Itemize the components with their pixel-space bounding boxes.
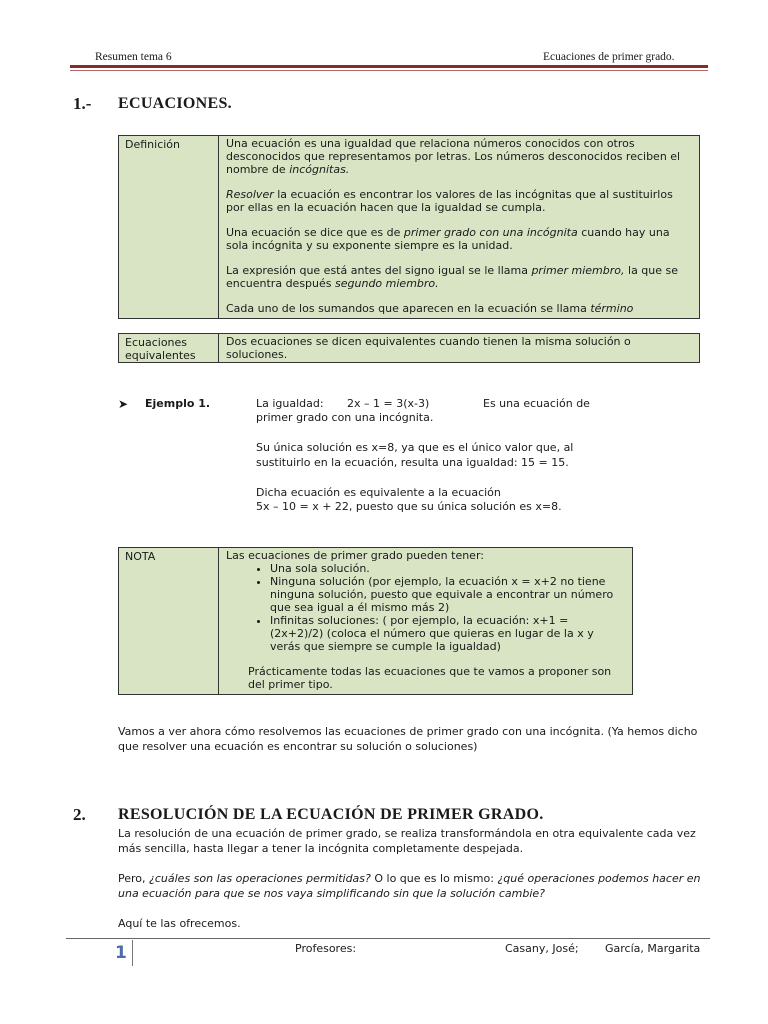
nota-body [226, 549, 624, 691]
paragraph-vamos: Vamos a ver ahora cómo resolvemos las ecuaciones de primer grado con una incógnita. (Ya hemos dicho que resolver una ecuación es encontrar su solución o soluciones) [118, 725, 698, 753]
section2-p2: Pero, ¿cuáles son las operaciones permitidas? O lo que es lo mismo: ¿qué operaciones podemos hacer en una ecuación para que se nos vaya simplificando sin que la solución cambie? [118, 872, 701, 900]
section2-number: 2. [73, 805, 86, 824]
nota-intro: Las ecuaciones de primer grado pueden tener: [226, 549, 484, 562]
example-line3: Su única solución es x=8, ya que es el único valor que, al [256, 441, 574, 454]
example-line6: 5x – 10 = x + 22, puesto que su única solución es x=8. [256, 500, 562, 513]
page-number-divider [132, 940, 133, 966]
list-item: • Infinitas soluciones: ( por ejemplo, la ecuación: x+1 = (2x+2)/2) (coloca el número que quieras en lugar de la x y verás que siempre se cumple la igualdad) [270, 614, 624, 653]
definition-body [226, 137, 693, 315]
section1-number: 1.- [73, 94, 92, 113]
example-line4: sustituirlo en la ecuación, resulta una igualdad: 15 = 15. [256, 456, 569, 469]
nota-table [118, 547, 633, 695]
example-line2: primer grado con una incógnita. [256, 411, 434, 424]
header-rule [70, 65, 708, 68]
page-number: 1 [115, 943, 127, 963]
definition-p3: Una ecuación se dice que es de primer grado con una incógnita cuando hay una sola incógnita y su exponente siempre es la unidad. [226, 226, 670, 252]
list-item: • Una sola solución. [270, 562, 624, 575]
footer-author2: García, Margarita [605, 942, 701, 955]
equivalent-table [118, 333, 700, 363]
example-line1c: Es una ecuación de [483, 397, 590, 410]
definition-p4: La expresión que está antes del signo igual se le llama primer miembro, la que se encuentra después segundo miembro. [226, 264, 679, 290]
section2-p1: La resolución de una ecuación de primer grado, se realiza transformándola en otra equivalente cada vez más sencilla, hasta llegar a tener la incógnita completamente despejada. [118, 827, 696, 855]
equivalent-label: Ecuaciones equivalentes [119, 334, 219, 362]
definition-table [118, 135, 700, 319]
footer-profesores: Profesores: [295, 942, 357, 955]
nota-label: NOTA [119, 548, 219, 694]
nota-closing: Prácticamente todas las ecuaciones que te vamos a proponer son del primer tipo. [248, 665, 612, 691]
section1-title: ECUACIONES. [118, 95, 232, 112]
example-label: Ejemplo 1. [145, 397, 211, 410]
footer-rule [66, 938, 710, 939]
definition-p2: Resolver la ecuación es encontrar los valores de las incógnitas que al sustituirlos por ellas en la ecuación hacen que la igualdad se cumpla. [226, 188, 673, 214]
example-line5: Dicha ecuación es equivalente a la ecuación [256, 486, 501, 499]
equivalent-text: Dos ecuaciones se dicen equivalentes cuando tienen la misma solución o soluciones. [226, 335, 631, 361]
definition-p5: Cada uno de los sumandos que aparecen en la ecuación se llama término [226, 302, 634, 315]
definition-p1: Una ecuación es una igualdad que relaciona números conocidos con otros desconocidos que representamos por letras. Los números desconocidos reciben el nombre de incógnitas. [226, 137, 681, 176]
section2-p3: Aquí te las ofrecemos. [118, 917, 241, 930]
example-bullet-icon: ➤ [118, 397, 129, 411]
example-line1a: La igualdad: [256, 397, 324, 410]
footer-author1: Casany, José; [505, 942, 579, 955]
section2-title: RESOLUCIÓN DE LA ECUACIÓN DE PRIMER GRADO. [118, 806, 544, 823]
header-rule-thin [70, 70, 708, 71]
definition-label: Definición [119, 136, 219, 318]
list-item: • Ninguna solución (por ejemplo, la ecuación x = x+2 no tiene ninguna solución, puesto que equivale a encontrar un número que sea igual a él mismo más 2) [270, 575, 624, 614]
example-equation: 2x – 1 = 3(x-3) [347, 397, 430, 410]
nota-list [226, 562, 624, 653]
header-right: Ecuaciones de primer grado. [543, 51, 675, 63]
header-left: Resumen tema 6 [95, 51, 172, 63]
